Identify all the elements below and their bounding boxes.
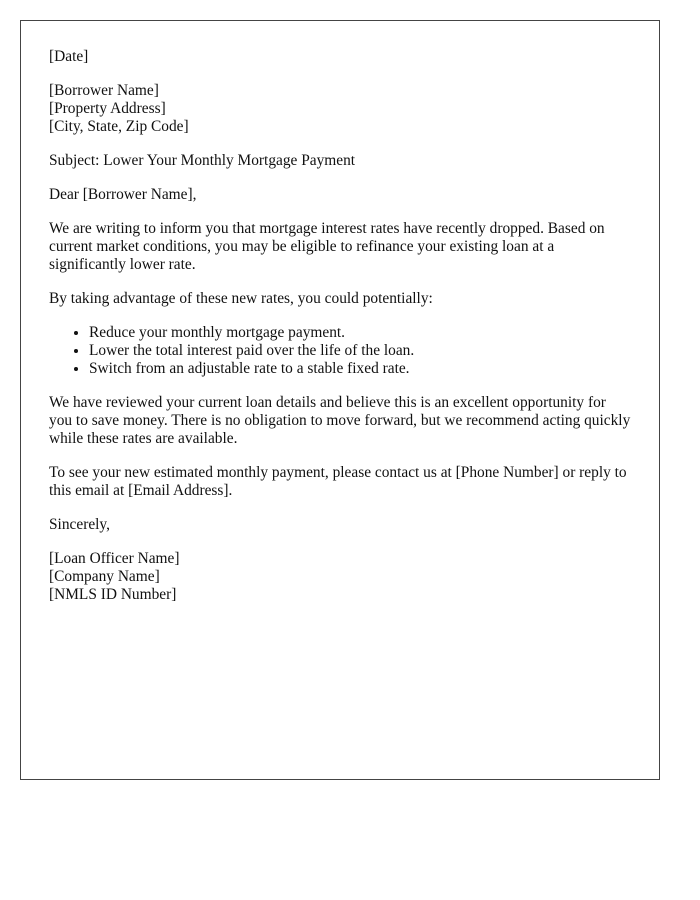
review-paragraph: We have reviewed your current loan details and believe this is an excellent opportunity for you to save money. There is no obligation to move forward, but we recommend acting quickly while these rates are available. bbox=[49, 394, 631, 447]
intro-paragraph: We are writing to inform you that mortgage interest rates have recently dropped. Based on current market conditions, you may be eligible to refinance your existing loan at a significantly lower rate. bbox=[49, 220, 605, 273]
list-item: • Switch from an adjustable rate to a stable fixed rate. bbox=[89, 360, 631, 378]
letter-closing: Sincerely, bbox=[49, 516, 110, 533]
lead-in-paragraph: By taking advantage of these new rates, you could potentially: bbox=[49, 290, 433, 307]
signature-company: [Company Name] bbox=[49, 568, 160, 585]
list-item: • Lower the total interest paid over the life of the loan. bbox=[89, 342, 631, 360]
recipient-name: [Borrower Name] bbox=[49, 82, 159, 99]
signature-block bbox=[49, 550, 631, 604]
signature-officer: [Loan Officer Name] bbox=[49, 550, 180, 567]
letter-subject: Subject: Lower Your Monthly Mortgage Payment bbox=[49, 152, 356, 169]
recipient-address: [Property Address] bbox=[49, 100, 166, 117]
recipient-city-state-zip: [City, State, Zip Code] bbox=[49, 118, 189, 135]
letter-salutation: Dear [Borrower Name], bbox=[49, 186, 197, 203]
signature-nmls: [NMLS ID Number] bbox=[49, 586, 177, 603]
list-item: • Reduce your monthly mortgage payment. bbox=[89, 324, 631, 342]
recipient-block bbox=[49, 82, 631, 136]
benefits-list bbox=[49, 324, 631, 378]
letter-page bbox=[20, 20, 660, 780]
contact-paragraph: To see your new estimated monthly payment, please contact us at [Phone Number] or reply to this email at [Email Address]. bbox=[49, 464, 627, 499]
letter-date: [Date] bbox=[49, 48, 89, 65]
